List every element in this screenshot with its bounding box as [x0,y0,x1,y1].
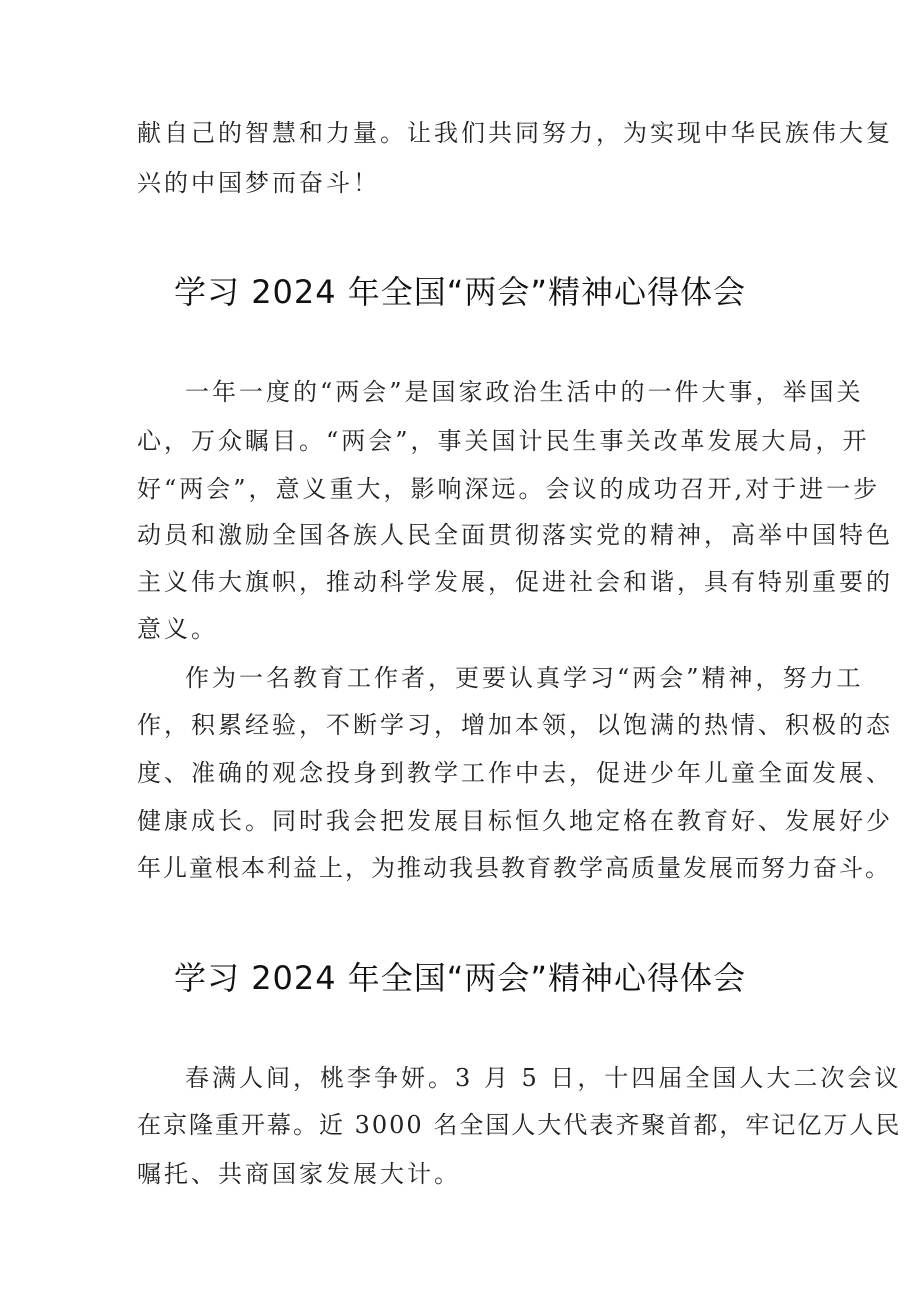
essay2-para1-line-2: 在京隆重开幕。近 3000 名全国人大代表齐聚首都，牢记亿万人民 [137,1111,902,1139]
essay2-para1-line-3: 嘱托、共商国家发展大计。 [137,1160,461,1188]
essay-title-2: 学习 2024 年全国“两会”精神心得体会 [174,959,746,997]
essay1-para1-line-1: 一年一度的“两会”是国家政治生活中的一件大事，举国关 [185,378,864,406]
essay1-para1-line-3: 好“两会”，意义重大，影响深远。会议的成功召开,对于进一步 [137,475,881,503]
continuation-line-2: 兴的中国梦而奋斗！ [137,169,380,197]
essay1-para2-line-1: 作为一名教育工作者，更要认真学习“两会”精神，努力工 [185,664,864,692]
essay1-para2-line-3: 度、准确的观念投身到教学工作中去，促进少年儿童全面发展、 [137,759,893,787]
essay1-para1-line-6: 意义。 [137,615,218,643]
essay1-para2-line-4: 健康成长。同时我会把发展目标恒久地定格在教育好、发展好少 [137,807,893,835]
essay1-para1-line-4: 动员和激励全国各族人民全面贯彻落实党的精神，高举中国特色 [137,521,893,549]
continuation-line-1: 献自己的智慧和力量。让我们共同努力，为实现中华民族伟大复 [137,119,893,147]
essay1-para2-line-2: 作，积累经验，不断学习，增加本领，以饱满的热情、积极的态 [137,711,893,739]
essay1-para1-line-5: 主义伟大旗帜，推动科学发展，促进社会和谐，具有特别重要的 [137,568,893,596]
essay2-para1-line-1: 春满人间，桃李争妍。3 月 5 日，十四届全国人大二次会议 [185,1064,902,1092]
essay-title-1: 学习 2024 年全国“两会”精神心得体会 [174,273,746,311]
essay1-para2-line-5: 年儿童根本利益上，为推动我县教育教学高质量发展而努力奋斗。 [137,854,891,882]
essay1-para1-line-2: 心，万众瞩目。“两会”，事关国计民生事关改革发展大局，开 [137,427,870,455]
